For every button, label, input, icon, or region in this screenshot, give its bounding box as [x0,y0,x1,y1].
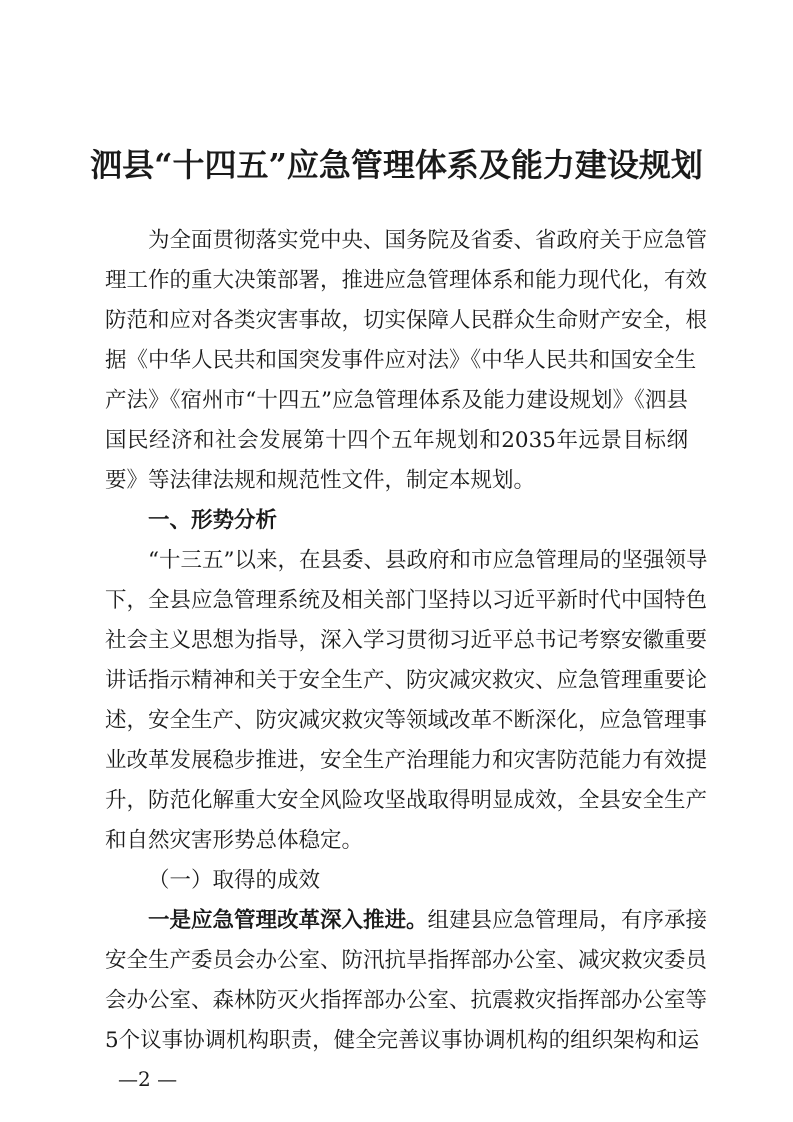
section-line: 下，全县应急管理系统及相关部门坚持以习近平新时代中国特色 [105,588,708,613]
intro-line: 要》等法律法规和规范性文件，制定本规划。 [105,468,536,493]
section-line: 社会主义思想为指导，深入学习贯彻习近平总书记考察安徽重要 [105,628,708,653]
page-title: 泗县“十四五”应急管理体系及能力建设规划 [90,146,703,184]
intro-line: 产法》《宿州市“十四五”应急管理体系及能力建设规划》《泗县 [105,388,688,413]
intro-line: 理工作的重大决策部署，推进应急管理体系和能力现代化，有效 [105,268,708,293]
intro-line: 防范和应对各类灾害事故，切实保障人民群众生命财产安全，根 [105,308,708,333]
section-line: 和自然灾害形势总体稳定。 [105,828,364,853]
intro-line: 为全面贯彻落实党中央、国务院及省委、省政府关于应急管 [148,228,708,253]
intro-line: 国民经济和社会发展第十四个五年规划和2035年远景目标纲 [105,428,688,453]
intro-line: 据《中华人民共和国突发事件应对法》《中华人民共和国安全生 [105,348,697,373]
section-line: 述，安全生产、防灾减灾救灾等领域改革不断深化，应急管理事 [105,708,708,733]
item-line: 安全生产委员会办公室、防汛抗旱指挥部办公室、减灾救灾委员 [105,948,708,973]
section-line: 业改革发展稳步推进，安全生产治理能力和灾害防范能力有效提 [105,748,708,773]
section-line: 讲话指示精神和关于安全生产、防灾减灾救灾、应急管理重要论 [105,668,708,693]
section-heading: 一、形势分析 [148,508,278,533]
section-line: “十三五”以来，在县委、县政府和市应急管理局的坚强领导 [148,548,708,573]
item-first-line [148,906,708,936]
item-lead: 一是应急管理改革深入推进。 [148,908,428,933]
item-line: 会办公室、森林防灭火指挥部办公室、抗震救灾指挥部办公室等 [105,988,708,1013]
section-line: 升，防范化解重大安全风险攻坚战取得明显成效，全县安全生产 [105,788,708,813]
subsection-heading: （一）取得的成效 [148,868,321,893]
item-lead-rest: 组建县应急管理局，有序承接 [427,908,708,933]
page-number: —2 — [118,1067,178,1091]
item-line: 5个议事协调机构职责，健全完善议事协调机构的组织架构和运 [105,1028,700,1053]
